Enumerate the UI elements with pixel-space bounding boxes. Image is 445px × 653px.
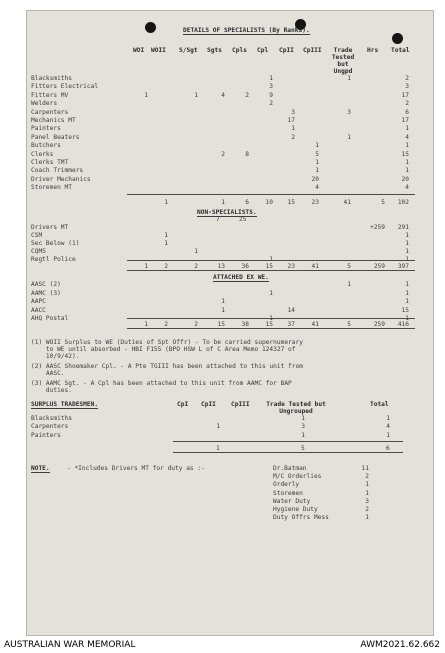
surplus-cell: 3 [301, 423, 305, 431]
total-cell: 259 [373, 263, 385, 270]
footer-accession-number: AWM2021.62.662 [360, 640, 440, 650]
total-cell: 15 [265, 321, 273, 328]
attached-heading: ATTACHED EX WE. [213, 274, 269, 281]
non-spec-cell: 1 [164, 240, 168, 247]
table-cell: 3 [291, 108, 295, 116]
total-cell: 2 [194, 263, 198, 270]
attached-cell: 1 [269, 289, 273, 297]
surplus-heading: SURPLUS TRADESMEN. [31, 401, 99, 408]
total-cell: 41 [311, 263, 319, 270]
total-cell: 38 [241, 321, 249, 328]
note-1-line-1: (1) WOII Surplus to WE (Duties of Spt Offr) - To be carried supernumerary [31, 339, 303, 346]
col-header-cpii: CpII [279, 47, 294, 54]
total-cell: 1 [144, 263, 148, 270]
attached-cell: 14 [287, 306, 295, 314]
row-label: Clerks TMT [31, 159, 69, 166]
table-cell: 17 [401, 91, 409, 99]
note-item-label: Dr.Batman [273, 465, 307, 472]
table-cell: 20 [401, 175, 409, 183]
divider-5 [127, 328, 415, 329]
attached-row-label: AAMC (3) [31, 289, 61, 297]
total-cell: 2 [194, 321, 198, 328]
table-cell: 6 [405, 108, 409, 116]
attached-row-label: AAPC [31, 298, 46, 306]
surplus-total-total: 6 [386, 445, 390, 452]
surplus-cell: 1 [301, 415, 305, 422]
attached-row-label: AACC [31, 306, 46, 314]
surplus-row-label: Blacksmiths [31, 415, 72, 422]
surplus-total-cpi: 1 [216, 445, 220, 452]
table-cell: 1 [347, 75, 351, 82]
note-item-label: M/C Orderlies [273, 473, 322, 481]
surplus-col-total: Total [370, 401, 389, 408]
note-item-value: 1 [365, 514, 369, 522]
divider-1 [127, 194, 415, 195]
non-spec-cell: 291 [397, 224, 409, 231]
table-cell: 9 [269, 91, 273, 99]
col-header-total: Total [391, 47, 410, 54]
document-title: DETAILS OF SPECIALISTS (By Ranks). [183, 27, 310, 34]
col-header-woi: WOI [133, 47, 145, 54]
divider-2 [127, 260, 415, 261]
table-cell: 1 [405, 142, 409, 150]
total-cell: 1 [144, 321, 148, 328]
total-cell: 15 [217, 321, 225, 328]
surplus-total-trade: 5 [301, 445, 305, 452]
attached-cell: 1 [221, 306, 225, 314]
attached-row-label: AHQ Postal [31, 315, 69, 323]
table-cell: 17 [287, 117, 295, 124]
non-spec-row-label: Sec Below (1) [31, 240, 80, 247]
table-cell: 1 [269, 75, 273, 82]
table-cell: 2 [221, 150, 225, 158]
table-cell: 1 [347, 133, 351, 141]
note-1-line-3: 10/9/42). [31, 353, 80, 360]
row-label: Storemen MT [31, 184, 72, 192]
total-cell: 259 [373, 321, 385, 328]
table-cell: 3 [269, 83, 273, 91]
col-header-sgts: Sgts [207, 47, 222, 54]
table-cell: 2 [269, 100, 273, 108]
surplus-row-label: Carpenters [31, 423, 69, 431]
row-label: Fitters MV [31, 91, 69, 99]
surplus-col-trade-tested: Trade Tested but Ungrouped [266, 401, 326, 415]
attached-cell: 1 [221, 298, 225, 306]
non-spec-cell: 1 [405, 248, 409, 255]
punch-hole-left [145, 22, 156, 33]
footer-source: AUSTRALIAN WAR MEMORIAL [4, 640, 136, 650]
surplus-cell: 4 [386, 423, 390, 431]
total-cell: 5 [347, 263, 351, 270]
note-item-label: Water Duty [273, 497, 311, 505]
table-cell: 2 [245, 91, 249, 99]
document-page [26, 10, 434, 636]
note-item-value: 11 [361, 465, 369, 472]
non-spec-row-label: Regtl Police [31, 256, 76, 263]
non-spec-cell: 1 [164, 232, 168, 239]
table-cell: 2 [405, 100, 409, 108]
table-cell: 3 [347, 108, 351, 116]
row-label: Welders [31, 100, 58, 108]
attached-row-label: AASC (2) [31, 281, 61, 288]
total-cell: 36 [241, 263, 249, 270]
punch-hole-right [392, 33, 403, 44]
attached-cell: 1 [405, 281, 409, 288]
surplus-col-cpiii: CpIII [231, 401, 250, 408]
note-item-value: 1 [365, 481, 369, 489]
table-cell: 1 [194, 91, 198, 99]
note-item-value: 2 [365, 506, 369, 513]
divider-7 [173, 452, 403, 453]
note-item-label: Duty Offrs Mess [273, 514, 329, 522]
table-cell: 1 [291, 125, 295, 133]
total-cell: 13 [217, 263, 225, 270]
total-cell: 5 [347, 321, 351, 328]
divider-3 [127, 270, 415, 271]
row-label: Driver Mechanics [31, 175, 91, 183]
table-cell: 1 [144, 91, 148, 99]
total-cell: 23 [287, 263, 295, 270]
table-cell: 1 [315, 167, 319, 175]
total-cell: 416 [397, 321, 409, 328]
footer-bar [0, 637, 445, 653]
total-cell: 2 [164, 321, 168, 328]
table-cell: 2 [291, 133, 295, 141]
note-item-value: 2 [365, 473, 369, 481]
non-spec-row-label: CQMS [31, 248, 46, 255]
table-cell: 1 [405, 167, 409, 175]
note-item-value: 3 [365, 497, 369, 505]
row-label: Panel Beaters [31, 133, 80, 141]
row-label: Butchers [31, 142, 61, 150]
attached-cell: 1 [405, 289, 409, 297]
non-spec-cell: +259 [370, 224, 385, 231]
attached-cell: 15 [401, 306, 409, 314]
note-item-label: Orderly [273, 481, 300, 489]
total-cell: 10 [265, 199, 273, 206]
table-cell: 15 [401, 150, 409, 158]
non-spec-row-label: Drivers MT [31, 224, 69, 231]
row-label: Mechanics MT [31, 117, 76, 124]
table-cell: 1 [315, 159, 319, 166]
col-header-woii: WOII [151, 47, 166, 54]
row-label: Carpenters [31, 108, 69, 116]
table-cell: 4 [405, 133, 409, 141]
total-cell: 23 [311, 199, 319, 206]
total-cell: 102 [397, 199, 409, 206]
total-cell: 15 [265, 263, 273, 270]
note-3-line-1: (3) AAMC Sgt. - A Cpl has been attached to this unit from AAMC for BAP [31, 380, 292, 387]
table-cell: 1 [405, 125, 409, 133]
col-header-ssgt: S/Sgt [179, 47, 198, 54]
surplus-cell: 1 [301, 431, 305, 439]
table-cell: 20 [311, 175, 319, 183]
total-cell: 1 [221, 199, 225, 206]
total-cell: 15 [287, 199, 295, 206]
surplus-col-cpii: CpII [201, 401, 216, 408]
note-2-line-2: AASC. [31, 370, 65, 377]
surplus-cell: 1 [386, 415, 390, 422]
note-heading: NOTE. [31, 465, 50, 472]
table-cell: 4 [315, 184, 319, 192]
total-cell: 2 [164, 263, 168, 270]
non-spec-row-label: CSM [31, 232, 43, 239]
table-cell: 3 [405, 83, 409, 91]
table-cell: 1 [405, 159, 409, 166]
total-cell: 37 [287, 321, 295, 328]
note-intro-text: - *Includes Drivers MT for duty as :- [67, 465, 205, 472]
surplus-cell: 1 [386, 431, 390, 439]
non-spec-top-sgts: 7 [216, 216, 220, 223]
non-spec-cell: 1 [405, 232, 409, 239]
table-cell: 2 [405, 75, 409, 82]
surplus-col-cpi: CpI [177, 401, 189, 408]
total-cell: 397 [397, 263, 409, 270]
table-cell: 17 [401, 117, 409, 124]
divider-6 [173, 441, 403, 442]
col-header-hrs: Hrs [367, 47, 379, 54]
total-cell: 1 [164, 199, 168, 206]
table-cell: 4 [405, 184, 409, 192]
col-header-trade-tested: Trade Tested but Ungpd [331, 47, 355, 75]
non-spec-top-cpls: 25 [239, 216, 247, 223]
non-specialists-heading: NON-SPECIALISTS. [197, 209, 257, 216]
surplus-cell: 1 [216, 423, 220, 431]
col-header-cpiii: CpIII [303, 47, 322, 54]
note-item-value: 1 [365, 489, 369, 497]
note-1-line-2: to WE until absorbed - HBI F155 (BPO HSW L of C Area Memo 124327 of [31, 346, 296, 353]
attached-cell: 1 [405, 298, 409, 306]
table-cell: 5 [315, 150, 319, 158]
non-spec-cell: 1 [194, 248, 198, 255]
attached-cell: 1 [347, 281, 351, 288]
surplus-row-label: Painters [31, 431, 61, 439]
non-spec-cell: 1 [405, 240, 409, 247]
divider-4 [127, 318, 415, 319]
row-label: Coach Trimmers [31, 167, 84, 175]
row-label: Blacksmiths [31, 75, 72, 82]
note-item-label: Hygiene Duty [273, 506, 318, 513]
total-cell: 6 [245, 199, 249, 206]
note-item-label: Storemen [273, 489, 303, 497]
col-header-cpl: Cpl [257, 47, 269, 54]
row-label: Fitters Electrical [31, 83, 99, 91]
note-3-line-2: duties. [31, 387, 72, 394]
total-cell: 5 [381, 199, 385, 206]
table-cell: 8 [245, 150, 249, 158]
row-label: Painters [31, 125, 61, 133]
table-cell: 1 [315, 142, 319, 150]
col-header-cpls: Cpls [232, 47, 247, 54]
total-cell: 41 [311, 321, 319, 328]
table-cell: 4 [221, 91, 225, 99]
row-label: Clerks [31, 150, 54, 158]
note-2-line-1: (2) AASC Shoemaker Cpl. - A Pte TGIII has been attached to this unit from [31, 363, 303, 370]
total-cell: 41 [343, 199, 351, 206]
